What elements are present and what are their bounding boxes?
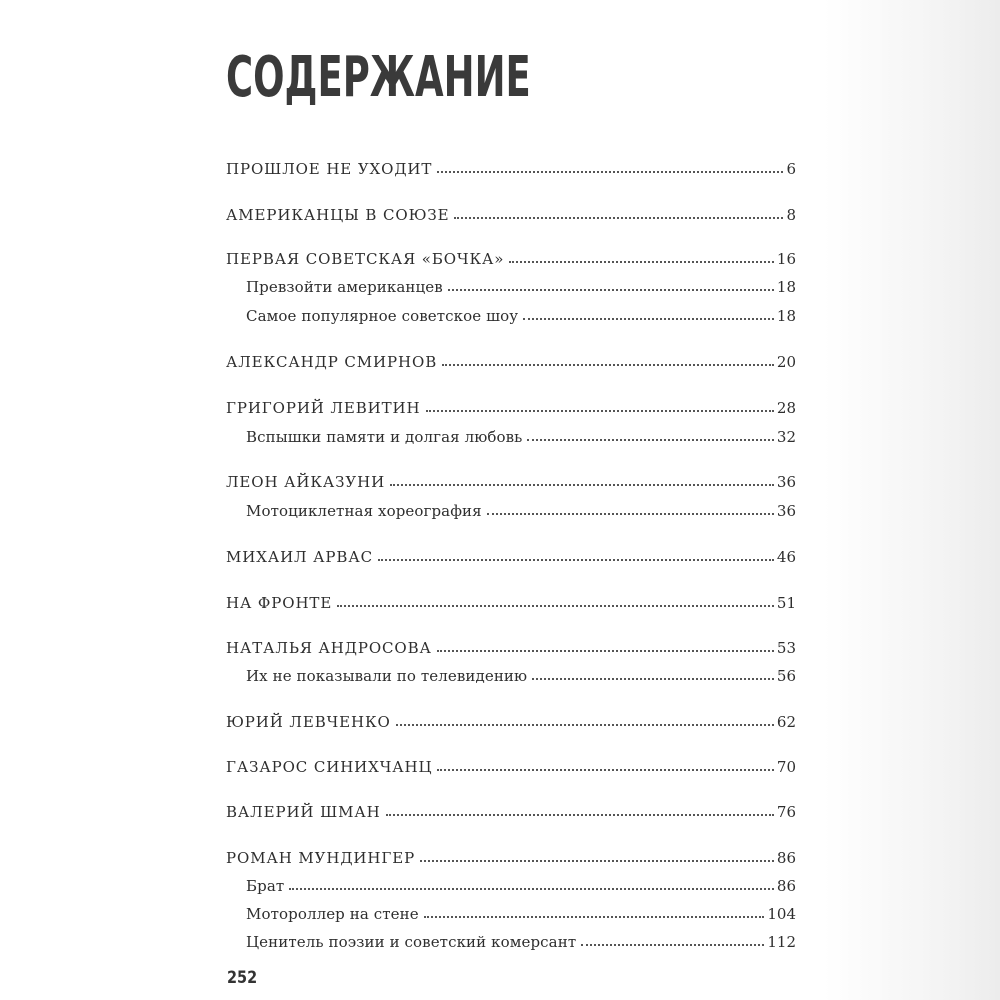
toc-entry-label: ЮРИЙ ЛЕВЧЕНКО: [226, 713, 391, 731]
toc-entry-label: Мотоциклетная хореография: [246, 502, 482, 520]
toc-entry-page: 18: [776, 278, 796, 296]
dot-leader: [509, 261, 774, 263]
dot-leader: [437, 171, 783, 173]
dot-leader: [337, 605, 774, 607]
dot-leader: [532, 678, 774, 680]
toc-entry-page: 36: [776, 473, 796, 491]
dot-leader: [454, 217, 783, 219]
dot-leader: [527, 439, 773, 441]
toc-entry-label: Вспышки памяти и долгая любовь: [246, 428, 523, 446]
toc-entry-label: МИХАИЛ АРВАС: [226, 548, 373, 566]
toc-entry-page: 8: [786, 206, 796, 224]
toc-entry: [226, 542, 796, 566]
toc-entry-page: 46: [776, 548, 796, 566]
dot-leader: [378, 559, 774, 561]
page-number: 252: [227, 968, 258, 988]
toc-entry-label: ГРИГОРИЙ ЛЕВИТИН: [226, 399, 421, 417]
dot-leader: [523, 318, 774, 320]
toc-entry-label: НАТАЛЬЯ АНДРОСОВА: [226, 639, 432, 657]
dot-leader: [289, 888, 774, 890]
toc-entry-page: 20: [776, 353, 796, 371]
toc-subentry: [246, 272, 796, 296]
dot-leader: [396, 724, 774, 726]
toc-entry: [226, 843, 796, 867]
toc-entry: [226, 752, 796, 776]
toc-subentry: [246, 871, 796, 895]
dot-leader: [487, 513, 774, 515]
dot-leader: [437, 650, 774, 652]
toc-entry-label: Ценитель поэзии и советский комерсант: [246, 933, 577, 951]
toc-entry-page: 32: [776, 428, 796, 446]
toc-subentry: [246, 301, 796, 325]
toc-entry-page: 86: [776, 877, 796, 895]
toc-entry-label: ЛЕОН АЙКАЗУНИ: [226, 473, 386, 491]
page-edge-shadow: [824, 0, 1000, 1000]
toc-entry-page: 86: [776, 849, 796, 867]
dot-leader: [386, 814, 774, 816]
dot-leader: [390, 484, 774, 486]
toc-entry-page: 16: [776, 250, 796, 268]
toc-entry: [226, 244, 796, 268]
toc-entry-label: АЛЕКСАНДР СМИРНОВ: [226, 353, 438, 371]
toc-entry-page: 62: [776, 713, 796, 731]
dot-leader: [437, 769, 773, 771]
toc-entry-label: НА ФРОНТЕ: [226, 594, 333, 612]
toc-entry-page: 56: [776, 667, 796, 685]
toc-entry: [226, 588, 796, 612]
toc-entry-page: 6: [786, 160, 796, 178]
toc-entry-label: АМЕРИКАНЦЫ В СОЮЗЕ: [226, 206, 450, 224]
toc-subentry: [246, 927, 796, 951]
toc-entry-label: ГАЗАРОС СИНИХЧАНЦ: [226, 758, 433, 776]
toc-entry-label: Мотороллер на стене: [246, 905, 419, 923]
toc-entry: [226, 633, 796, 657]
toc-entry: [226, 200, 796, 224]
toc-entry-label: Самое популярное советское шоу: [246, 307, 519, 325]
toc-entry-label: ПРОШЛОЕ НЕ УХОДИТ: [226, 160, 433, 178]
toc-entry: [226, 347, 796, 371]
toc-entry-page: 53: [776, 639, 796, 657]
dot-leader: [426, 410, 774, 412]
toc-subentry: [246, 661, 796, 685]
toc-entry-page: 112: [767, 933, 796, 951]
dot-leader: [420, 860, 774, 862]
toc-entry: [226, 797, 796, 821]
toc-entry-label: Их не показывали по телевидению: [246, 667, 528, 685]
dot-leader: [442, 364, 774, 366]
toc-entry-label: Превзойти американцев: [246, 278, 443, 296]
dot-leader: [581, 944, 764, 946]
page-title: СОДЕРЖАНИЕ: [226, 45, 531, 110]
toc-entry: [226, 467, 796, 491]
toc-entry: [226, 393, 796, 417]
toc-subentry: [246, 899, 796, 923]
toc-entry-page: 36: [776, 502, 796, 520]
toc-entry-page: 28: [776, 399, 796, 417]
toc-entry-page: 18: [776, 307, 796, 325]
toc-entry-page: 70: [776, 758, 796, 776]
toc-subentry: [246, 422, 796, 446]
dot-leader: [448, 289, 774, 291]
toc-entry-label: РОМАН МУНДИНГЕР: [226, 849, 416, 867]
toc-entry-page: 51: [776, 594, 796, 612]
dot-leader: [424, 916, 765, 918]
toc-entry-page: 76: [776, 803, 796, 821]
toc-entry-label: ВАЛЕРИЙ ШМАН: [226, 803, 381, 821]
toc-entry-label: ПЕРВАЯ СОВЕТСКАЯ «БОЧКА»: [226, 250, 505, 268]
toc-entry-label: Брат: [246, 877, 285, 895]
toc-subentry: [246, 496, 796, 520]
toc-entry: [226, 154, 796, 178]
toc-entry-page: 104: [767, 905, 796, 923]
toc-entry: [226, 707, 796, 731]
